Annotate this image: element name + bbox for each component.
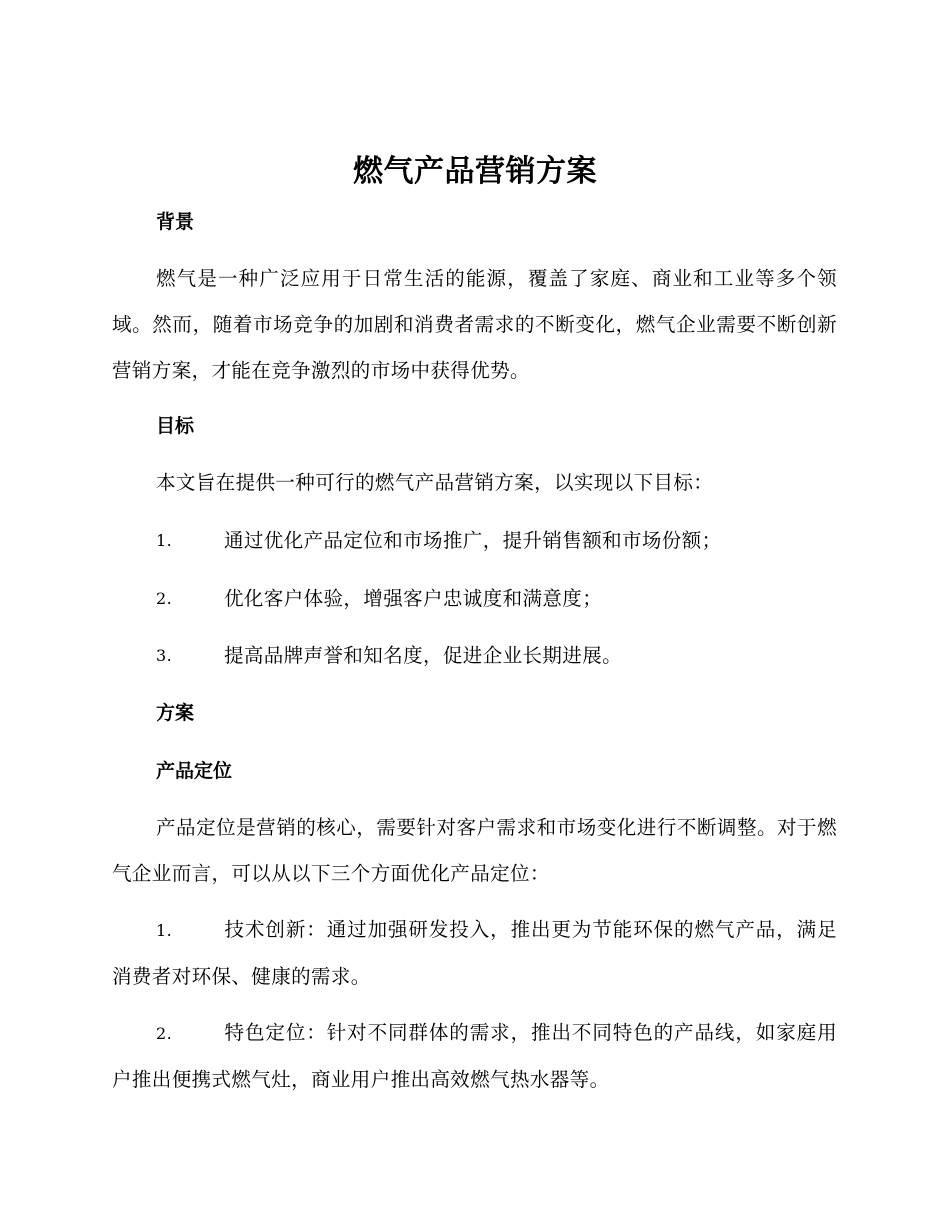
list-text: 通过优化产品定位和市场推广，提升销售额和市场份额；: [224, 529, 722, 552]
heading-background: 背景: [156, 211, 195, 233]
list-text: 特色定位：针对不同群体的需求，推出不同特色的产品线，如家庭用户推出便携式燃气灶，商业用户推出高效燃气热水器等。: [112, 1021, 837, 1091]
heading-goals: 目标: [156, 415, 195, 437]
positioning-list-item: [112, 1010, 837, 1103]
paragraph-goals-intro: 本文旨在提供一种可行的燃气产品营销方案，以实现以下目标：: [156, 471, 714, 494]
list-number: 1.: [156, 921, 173, 940]
heading-positioning: 产品定位: [156, 760, 233, 782]
heading-plan: 方案: [156, 702, 195, 724]
list-text: 提高品牌声誉和知名度，促进企业长期进展。: [224, 644, 623, 667]
list-number: 3.: [156, 646, 173, 665]
paragraph-positioning: 产品定位是营销的核心，需要针对客户需求和市场变化进行不断调整。对于燃气企业而言，可以从以下三个方面优化产品定位：: [112, 816, 837, 885]
document-title: 燃气产品营销方案: [353, 154, 597, 189]
paragraph-background: 燃气是一种广泛应用于日常生活的能源，覆盖了家庭、商业和工业等多个领域。然而，随着市场竞争的加剧和消费者需求的不断变化，燃气企业需要不断创新营销方案，才能在竞争激烈的市场中获得优势。: [112, 267, 837, 382]
list-text: 技术创新：通过加强研发投入，推出更为节能环保的燃气产品，满足消费者对环保、健康的需求。: [112, 918, 837, 988]
list-number: 2.: [156, 1024, 173, 1043]
list-number: 1.: [156, 531, 173, 550]
positioning-list-item: [112, 907, 837, 1000]
list-text: 优化客户体验，增强客户忠诚度和满意度；: [224, 587, 603, 610]
list-number: 2.: [156, 589, 173, 608]
